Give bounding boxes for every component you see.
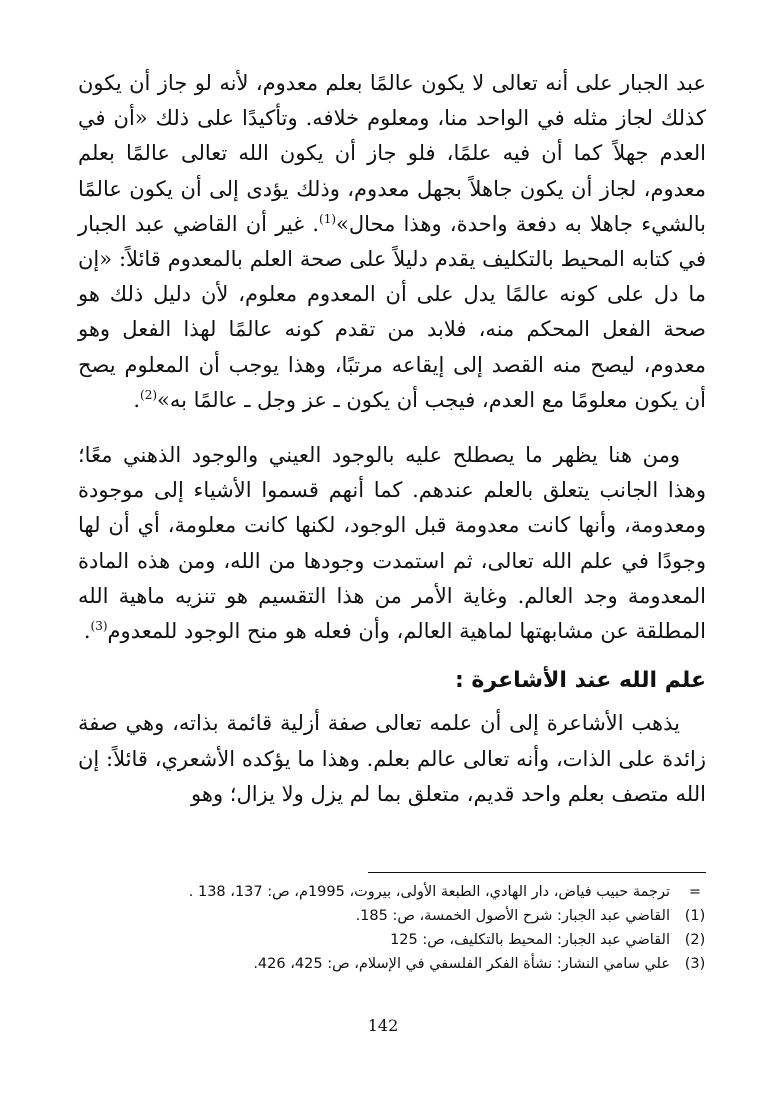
footnote-mark: (3)	[684, 956, 706, 972]
paragraph-1-part-a: عبد الجبار على أنه تعالى لا يكون عالمًا بعلم معدوم، لأنه لو جاز أن يكون كذلك لجاز مثله في الواحد منا، ومعلوم خلافه. وتأكيدًا على ذلك «أن في العدم جهلاً كما أن فيه علمًا، فلو جاز أن يكون الله تعالى عالمًا بعلم معدوم، لجاز أن يكون جاهلاً بجهل معدوم، وذلك يؤدى إلى أن يكون عالمًا بالشيء جاهلا به دفعة واحدة، وهذا محال»	[78, 71, 706, 236]
footnote-item	[78, 904, 706, 928]
footnote-item	[78, 880, 706, 904]
section-paragraph: يذهب الأشاعرة إلى أن علمه تعالى صفة أزلية قائمة بذاته، وهي صفة زائدة على الذات، وأنه تعالى عالم بعلم. وهذا ما يؤكده الأشعري، قائلاً: إن الله متصف بعلم واحد قديم، متعلق بما لم يزل ولا يزال؛ وهو	[78, 711, 706, 806]
paragraph-2-text: ومن هنا يظهر ما يصطلح عليه بالوجود العيني والوجود الذهني معًا؛ وهذا الجانب يتعلق بالعلم عندهم. كما أنهم قسموا الأشياء إلى موجودة ومعدومة، وأنها كانت معدومة قبل الوجود، لكنها كانت معلومة، أي أن لها وجودًا في علم الله تعالى، ثم استمدت وجودها من الله، ومن هذه المادة المعدومة وجد العالم. وغاية الأمر من هذا التقسيم هو تنزيه ماهية الله المطلقة عن مشابهتها لماهية العالم، وأن فعله هو منح الوجود للمعدوم	[78, 443, 706, 644]
footnote-text: القاضي عبد الجبار: المحيط بالتكليف، ص: 125	[390, 932, 670, 948]
footnote-item	[78, 952, 706, 976]
footnote-text: القاضي عبد الجبار: شرح الأصول الخمسة، ص: 185.	[355, 908, 670, 924]
footnote-ref-3: (3)	[90, 619, 108, 634]
footnote-text: ترجمة حبيب فياض، دار الهادي، الطبعة الأولى، بيروت، 1995م، ص: 137، 138 .	[188, 884, 670, 900]
paragraph-2-end: .	[83, 619, 91, 644]
footnote-mark: (1)	[684, 908, 706, 924]
paragraph-1-part-b: . غير أن القاضي عبد الجبار في كتابه المحيط بالتكليف يقدم دليلاً على صحة العلم بالمعدوم قائلاً: «إن ما دل على كونه عالمًا يدل على أن المعدوم معلوم، لأن دليل ذلك هو صحة الفعل المحكم منه، فلابد من تقدم كونه عالمًا لهذا الفعل وهو معدوم، ليصح منه القصد إلى إيقاعه مرتبًا، وهذا يوجب أن المعلوم يصح أن يكون معلومًا مع العدم، فيجب أن يكون ـ عز وجل ـ عالمًا به»	[78, 211, 706, 412]
footnote-text: علي سامي النشار: نشأة الفكر الفلسفي في الإسلام، ص: 425، 426.	[253, 956, 670, 972]
main-text	[78, 66, 706, 812]
footnotes	[78, 880, 706, 976]
page-number: 142	[367, 1016, 399, 1035]
section-heading: علم الله عند الأشاعرة :	[454, 668, 706, 694]
footnote-item	[78, 928, 706, 952]
footnote-ref-2: (2)	[140, 387, 158, 402]
footnote-separator	[368, 872, 706, 873]
paragraph-1-end: .	[133, 387, 141, 412]
paragraph-gap	[78, 418, 706, 438]
paragraph-1	[78, 66, 706, 418]
footnote-mark: (2)	[684, 932, 706, 948]
paragraph-2	[78, 438, 706, 649]
footnote-ref-1: (1)	[319, 211, 337, 226]
footnote-mark: =	[688, 884, 702, 900]
